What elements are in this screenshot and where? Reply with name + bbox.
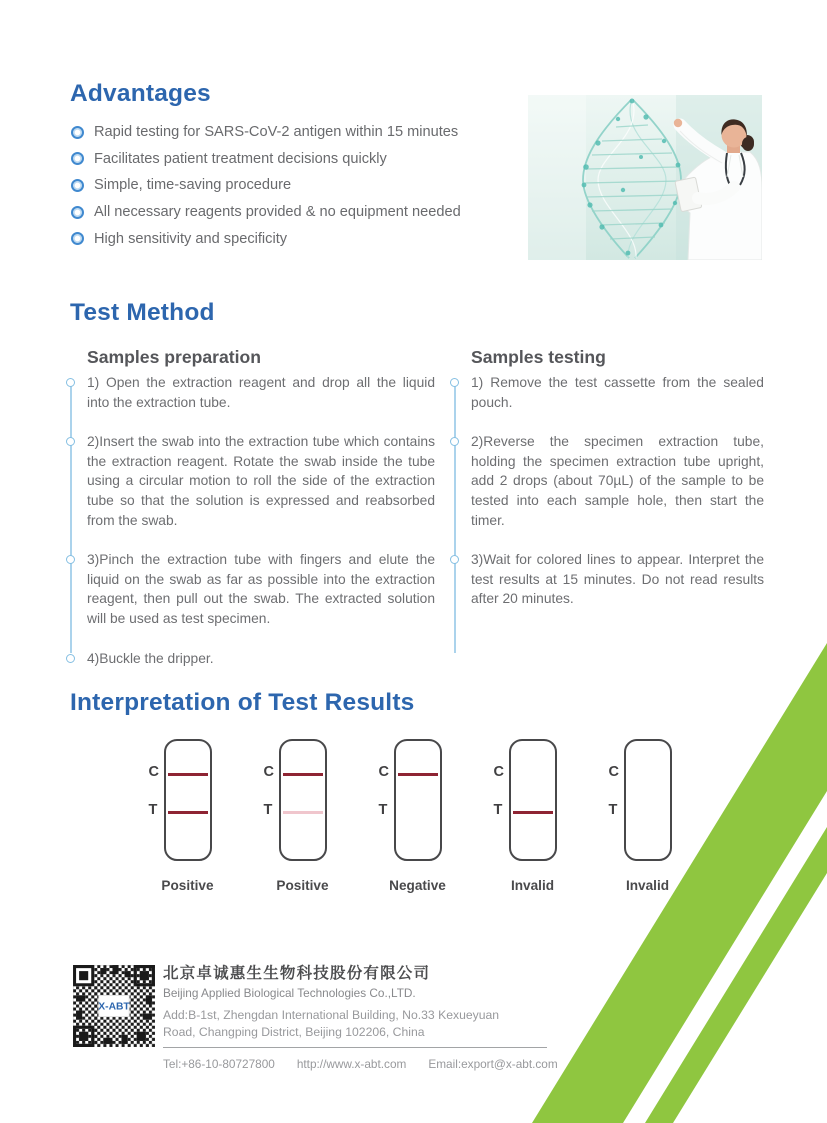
advantage-text: Rapid testing for SARS-CoV-2 antigen within 15 minutes bbox=[94, 124, 459, 141]
advantage-text: Facilitates patient treatment decisions quickly bbox=[94, 150, 387, 167]
test-method-title: Test Method bbox=[70, 299, 215, 326]
website-url: http://www.x-abt.com bbox=[296, 1057, 407, 1071]
result-cassette-cell bbox=[130, 739, 245, 893]
advantage-text: Simple, time-saving procedure bbox=[94, 177, 292, 194]
test-cassette bbox=[378, 739, 442, 861]
control-line bbox=[168, 773, 208, 776]
qr-logo-text: X-ABT bbox=[98, 1001, 130, 1013]
advantage-item bbox=[71, 119, 531, 146]
advantage-text: High sensitivity and specificity bbox=[94, 230, 288, 247]
result-label: Invalid bbox=[510, 878, 555, 893]
footer-company-info bbox=[163, 961, 573, 1071]
preparation-step: 1) Open the extraction reagent and drop all the liquid into the extraction tube. bbox=[87, 373, 435, 412]
ring-bullet-icon bbox=[71, 126, 84, 139]
test-line-letter: T bbox=[608, 802, 618, 818]
control-line-letter: C bbox=[148, 764, 159, 780]
control-line bbox=[398, 773, 438, 776]
ring-bullet-icon bbox=[71, 152, 84, 165]
company-name-en: Beijing Applied Biological Technologies Co.,LTD. bbox=[163, 986, 416, 1000]
samples-preparation-heading: Samples preparation bbox=[87, 347, 262, 367]
advantages-list bbox=[71, 119, 531, 252]
advantage-item bbox=[71, 225, 531, 252]
testing-step: 1) Remove the test cassette from the sealed pouch. bbox=[471, 373, 764, 412]
result-cassette-cell bbox=[475, 739, 590, 893]
advantage-item bbox=[71, 146, 531, 173]
email-address: Email:export@x-abt.com bbox=[428, 1057, 558, 1071]
footer-divider bbox=[163, 1047, 547, 1048]
preparation-step: 2)Insert the swab into the extraction tube which contains the extraction reagent. Rotate the swab inside the tube using a circular motion to roll the side of the extraction tube so that the solution is expressed and reabsorbed from the swab. bbox=[87, 432, 435, 530]
test-cassette bbox=[493, 739, 557, 861]
test-cassette bbox=[263, 739, 327, 861]
timeline-line bbox=[454, 381, 456, 653]
test-line-letter: T bbox=[493, 802, 503, 818]
preparation-step: 4)Buckle the dripper. bbox=[87, 649, 435, 669]
test-line-letter: T bbox=[263, 802, 273, 818]
test-line-letter: T bbox=[378, 802, 388, 818]
result-cassette-cell bbox=[245, 739, 360, 893]
control-line-letter: C bbox=[608, 764, 619, 780]
result-label: Positive bbox=[276, 878, 329, 893]
result-label: Positive bbox=[161, 878, 214, 893]
ring-bullet-icon bbox=[71, 179, 84, 192]
timeline-line bbox=[70, 381, 72, 653]
advantage-text: All necessary reagents provided & no equipment needed bbox=[94, 204, 461, 221]
test-line-letter: T bbox=[148, 802, 158, 818]
test-line bbox=[283, 811, 323, 814]
preparation-step: 3)Pinch the extraction tube with fingers and elute the liquid on the swab as far as possible into the extraction reagent, then pull out the swab. The extracted solution will be used as test specimen. bbox=[87, 550, 435, 628]
interpretation-title: Interpretation of Test Results bbox=[70, 689, 415, 716]
result-cassette-cell bbox=[590, 739, 705, 893]
ring-bullet-icon bbox=[71, 206, 84, 219]
control-line-letter: C bbox=[493, 764, 504, 780]
company-address bbox=[163, 1007, 573, 1040]
address-line-2: Road, Changping District, Beijing 102206, China bbox=[163, 1024, 425, 1039]
advantage-item bbox=[71, 199, 531, 226]
ring-bullet-icon bbox=[71, 232, 84, 245]
testing-step: 3)Wait for colored lines to appear. Interpret the test results at 15 minutes. Do not read results after 20 minutes. bbox=[471, 550, 764, 609]
qr-code bbox=[70, 962, 158, 1050]
address-line-1: Add:B-1st, Zhengdan International Building, No.33 Kexueyuan bbox=[163, 1008, 500, 1022]
control-line-letter: C bbox=[378, 764, 389, 780]
company-name-cn: 北京卓诚惠生生物科技股份有限公司 bbox=[163, 965, 431, 982]
doctor-dna-image bbox=[528, 95, 762, 260]
samples-testing-column bbox=[450, 347, 764, 629]
samples-testing-heading: Samples testing bbox=[471, 347, 606, 367]
phone-number: Tel:+86-10-80727800 bbox=[163, 1057, 275, 1071]
result-cassette-cell bbox=[360, 739, 475, 893]
result-label: Negative bbox=[389, 878, 446, 893]
test-results-row bbox=[130, 739, 705, 893]
test-line bbox=[168, 811, 208, 814]
control-line bbox=[283, 773, 323, 776]
test-line bbox=[513, 811, 553, 814]
test-cassette bbox=[148, 739, 212, 861]
advantages-title: Advantages bbox=[70, 80, 211, 107]
advantage-item bbox=[71, 172, 531, 199]
footer-contacts bbox=[163, 1057, 573, 1071]
samples-preparation-column bbox=[66, 347, 435, 688]
test-cassette bbox=[608, 739, 672, 861]
testing-step: 2)Reverse the specimen extraction tube, holding the specimen extraction tube upright, add 2 drops (about 70µL) of the sample to be tested into each sample hole, then start the timer. bbox=[471, 432, 764, 530]
control-line-letter: C bbox=[263, 764, 274, 780]
result-label: Invalid bbox=[625, 878, 670, 893]
